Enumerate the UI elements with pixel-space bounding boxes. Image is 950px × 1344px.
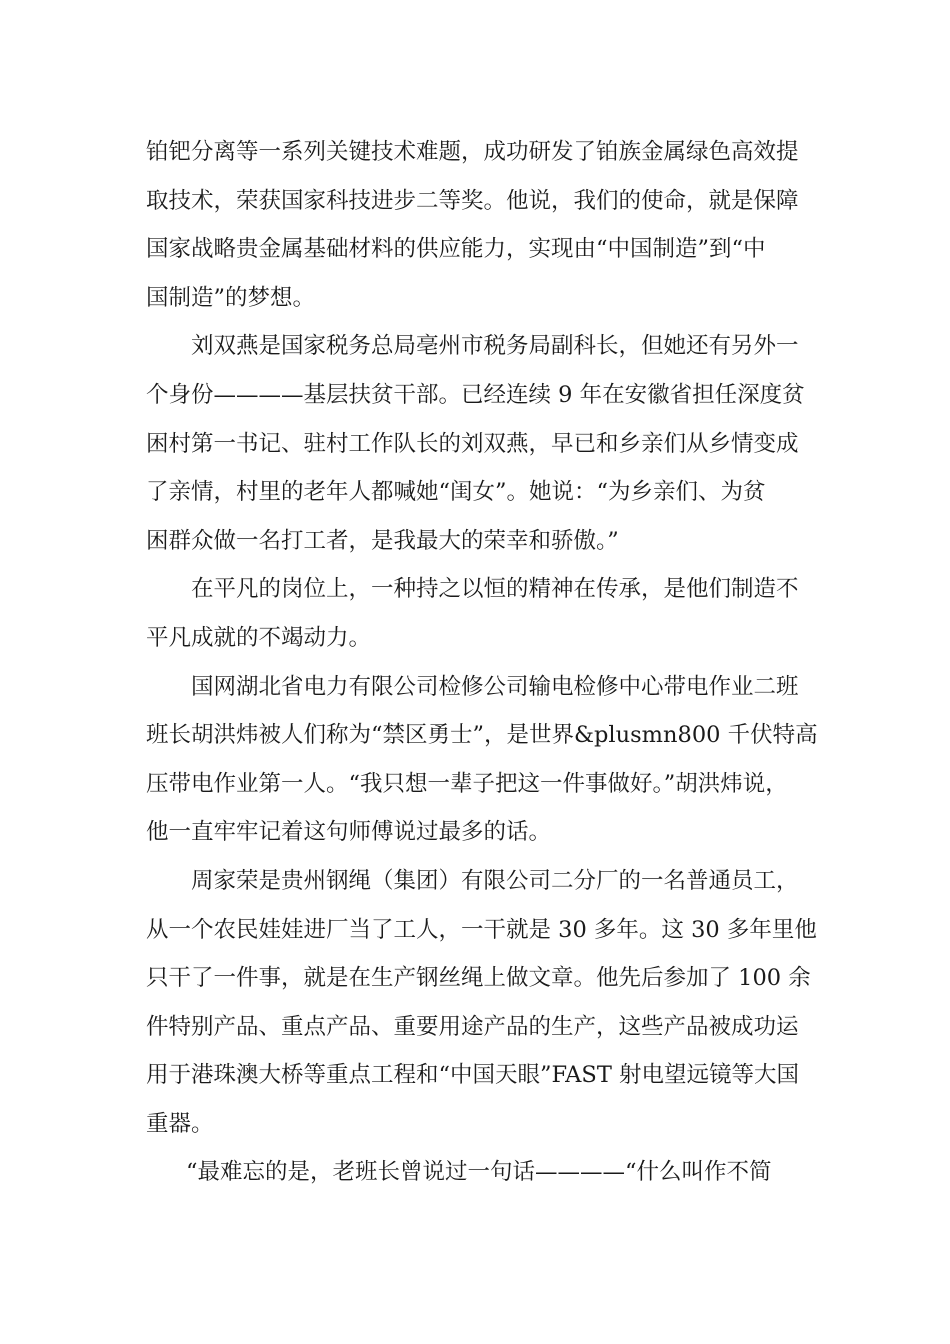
text-line: 国家战略贵金属基础材料的供应能力，实现由“中国制造”到“中 [146, 236, 766, 263]
paragraph-first-line: 国网湖北省电力有限公司检修公司输电检修中心带电作业二班 [191, 673, 799, 700]
text-line: 取技术，荣获国家科技进步二等奖。他说，我们的使命，就是保障 [146, 187, 799, 214]
paragraph-first-line: 刘双燕是国家税务总局亳州市税务局副科长，但她还有另外一 [191, 333, 799, 360]
text-line: 从一个农民娃娃进厂当了工人，一干就是 30 多年。这 30 多年里他 [146, 916, 817, 943]
body-text [146, 128, 818, 1197]
text-line: 重器。 [146, 1110, 214, 1137]
paragraph-first-line: 周家荣是贵州钢绳（集团）有限公司二分厂的一名普通员工， [191, 867, 799, 894]
text-line: 压带电作业第一人。“我只想一辈子把这一件事做好。”胡洪炜说， [146, 770, 788, 797]
text-line: 铂钯分离等一系列关键技术难题，成功研发了铂族金属绿色高效提 [146, 139, 799, 165]
text-line: 用于港珠澳大桥等重点工程和“中国天眼”FAST 射电望远镜等大国 [146, 1062, 799, 1089]
text-line: 困村第一书记、驻村工作队长的刘双燕，早已和乡亲们从乡情变成 [146, 430, 799, 457]
text-line: 国制造”的梦想。 [146, 284, 316, 311]
text-line: 班长胡洪炜被人们称为“禁区勇士”，是世界&plusmn800 千伏特高 [146, 722, 818, 749]
text-line: 件特别产品、重点产品、重要用途产品的生产，这些产品被成功运 [146, 1013, 799, 1040]
text-line: 只干了一件事，就是在生产钢丝绳上做文章。他先后参加了 100 余 [146, 965, 811, 992]
paragraph-first-line: 在平凡的岗位上，一种持之以恒的精神在传承，是他们制造不 [191, 576, 799, 603]
paragraph-first-line: “最难忘的是，老班长曾说过一句话————“什么叫作不简 [186, 1159, 772, 1186]
text-line: 了亲情，村里的老年人都喊她“闺女”。她说：“为乡亲们、为贫 [146, 479, 766, 506]
text-line: 困群众做一名打工者，是我最大的荣幸和骄傲。” [146, 527, 619, 554]
text-line: 他一直牢牢记着这句师傅说过最多的话。 [146, 819, 552, 846]
text-line: 平凡成就的不竭动力。 [146, 624, 372, 651]
text-line: 个身份————基层扶贫干部。已经连续 9 年在安徽省担任深度贫 [146, 381, 805, 408]
